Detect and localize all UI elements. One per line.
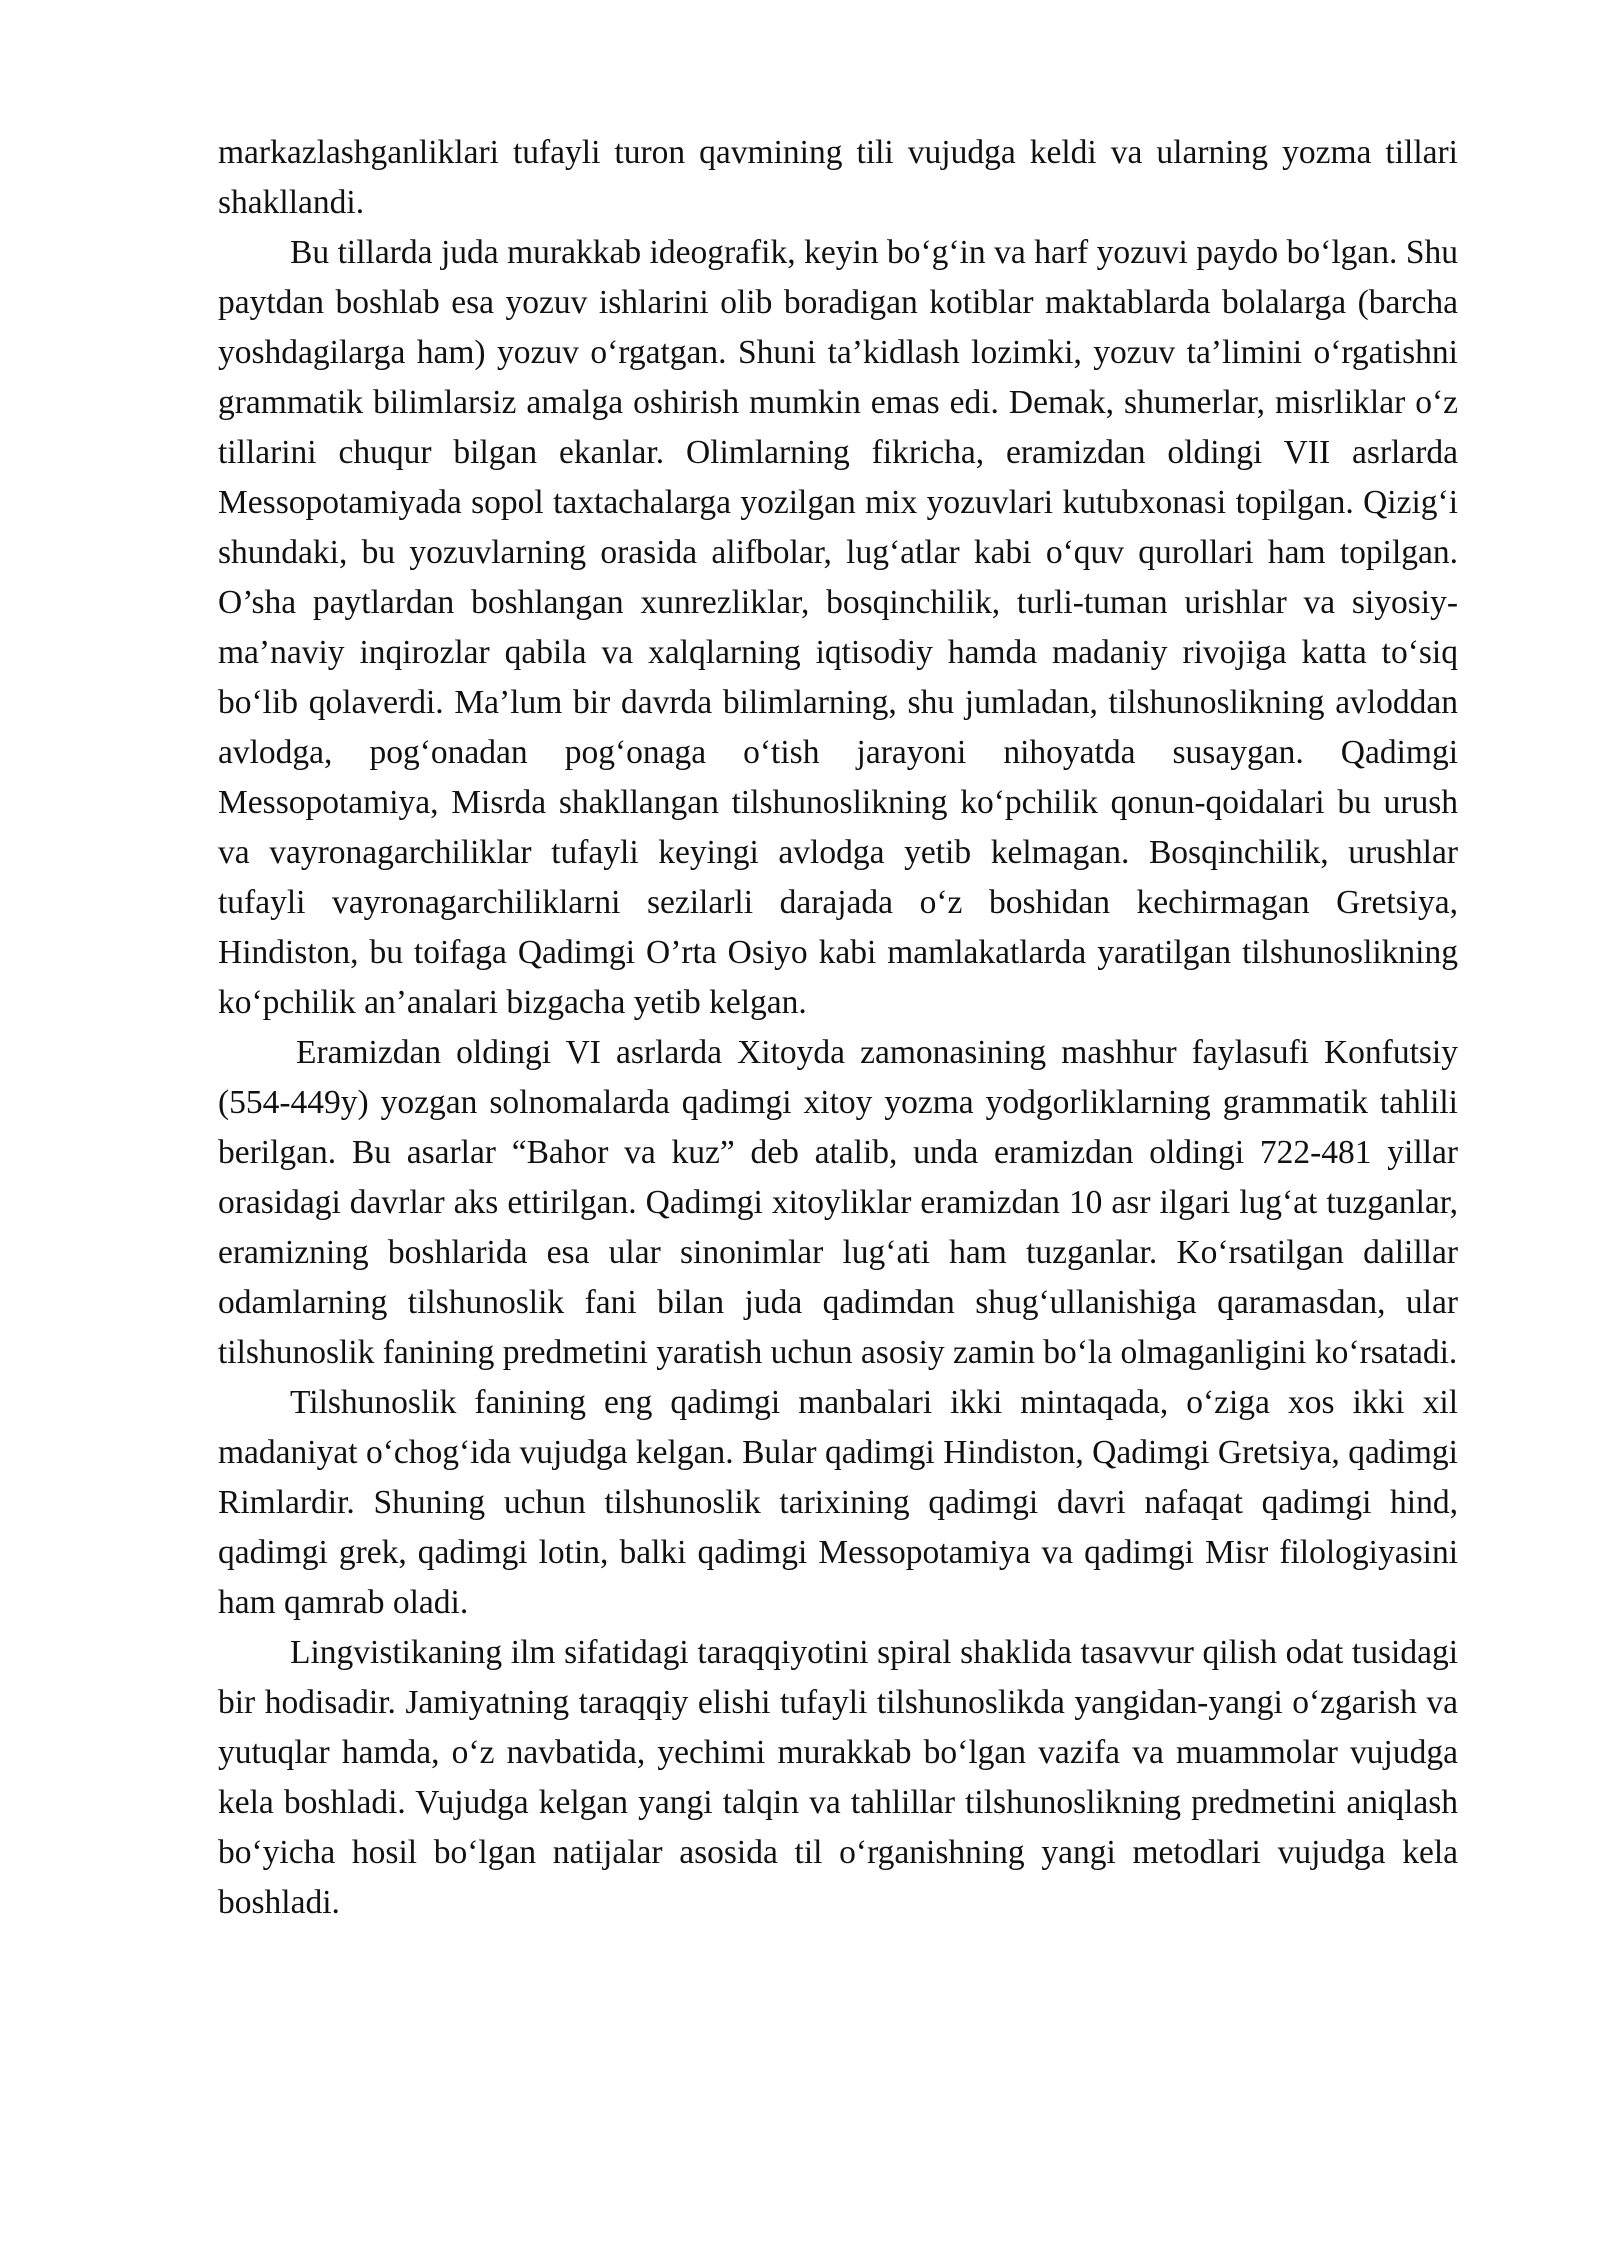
paragraph-china-confucius: Eramizdan oldingi VI asrlarda Xitoyda zamonasining mashhur faylasufi Konfutsiy (554-449y) yozgan solnomalarda qadimgi xitoy yozma yodgorliklarning grammatik tahlili berilgan. Bu asarlar “Bahor va kuz” deb atalib, unda eramizdan oldingi 722-481 yillar orasidagi davrlar aks ettirilgan. Qadimgi xitoyliklar eramizdan 10 asr ilgari lug‘at tuzganlar, eramizning boshlarida esa ular sinonimlar lug‘ati ham tuzganlar. Ko‘rsatilgan dalillar odamlarning tilshunoslik fani bilan juda qadimdan shug‘ullanishiga qaramasdan, ular tilshunoslik fanining predmetini yaratish uchun asosiy zamin bo‘la olmaganligini ko‘rsatadi. <box>218 1034 1458 1371</box>
paragraph-continuation: markazlashganliklari tufayli turon qavmining tili vujudga keldi va ularning yozma tillari shakllandi. <box>218 134 1458 221</box>
paragraph-writing-history: Bu tillarda juda murakkab ideografik, keyin bo‘g‘in va harf yozuvi paydo bo‘lgan. Shu paytdan boshlab esa yozuv ishlarini olib boradigan kotiblar maktablarda bolalarga (barcha yoshdagilarga ham) yozuv o‘rgatgan. Shuni ta’kidlash lozimki, yozuv ta’limini o‘rgatishni grammatik bilimlarsiz amalga oshirish mumkin emas edi. Demak, shumerlar, misrliklar o‘z tillarini chuqur bilgan ekanlar. Olimlarning fikricha, eramizdan oldingi VII asrlarda Messopotamiyada sopol taxtachalarga yozilgan mix yozuvlari kutubxonasi topilgan. Qizig‘i shundaki, bu yozuvlarning orasida alifbolar, lug‘atlar kabi o‘quv qurollari ham topilgan. O’sha paytlardan boshlangan xunrezliklar, bosqinchilik, turli-tuman urishlar va siyosiy-ma’naviy inqirozlar qabila va xalqlarning iqtisodiy hamda madaniy rivojiga katta to‘siq bo‘lib qolaverdi. Ma’lum bir davrda bilimlarning, shu jumladan, tilshunoslikning avloddan avlodga, pog‘onadan pog‘onaga o‘tish jarayoni nihoyatda susaygan. Qadimgi Messopotamiya, Misrda shakllangan tilshunoslikning ko‘pchilik qonun-qoidalari bu urush va vayronagarchiliklar tufayli keyingi avlodga yetib kelmagan. Bosqinchilik, urushlar tufayli vayronagarchiliklarni sezilarli darajada o‘z boshidan kechirmagan Gretsiya, Hindiston, bu toifaga Qadimgi O’rta Osiyo kabi mamlakatlarda yaratilgan tilshunoslikning ko‘pchilik an’analari bizgacha yetib kelgan. <box>218 234 1458 1021</box>
paragraph-ancient-sources: Tilshunoslik fanining eng qadimgi manbalari ikki mintaqada, o‘ziga xos ikki xil madaniyat o‘chog‘ida vujudga kelgan. Bular qadimgi Hindiston, Qadimgi Gretsiya, qadimgi Rimlardir. Shuning uchun tilshunoslik tarixining qadimgi davri nafaqat qadimgi hind, qadimgi grek, qadimgi lotin, balki qadimgi Messopotamiya va qadimgi Misr filologiyasini ham qamrab oladi. <box>218 1384 1458 1621</box>
document-page <box>218 128 1458 1928</box>
paragraph-linguistics-development: Lingvistikaning ilm sifatidagi taraqqiyotini spiral shaklida tasavvur qilish odat tusidagi bir hodisadir. Jamiyatning taraqqiy elishi tufayli tilshunoslikda yangidan-yangi o‘zgarish va yutuqlar hamda, o‘z navbatida, yechimi murakkab bo‘lgan vazifa va muammolar vujudga kela boshladi. Vujudga kelgan yangi talqin va tahlillar tilshunoslikning predmetini aniqlash bo‘yicha hosil bo‘lgan natijalar asosida til o‘rganishning yangi metodlari vujudga kela boshladi. <box>218 1634 1458 1921</box>
